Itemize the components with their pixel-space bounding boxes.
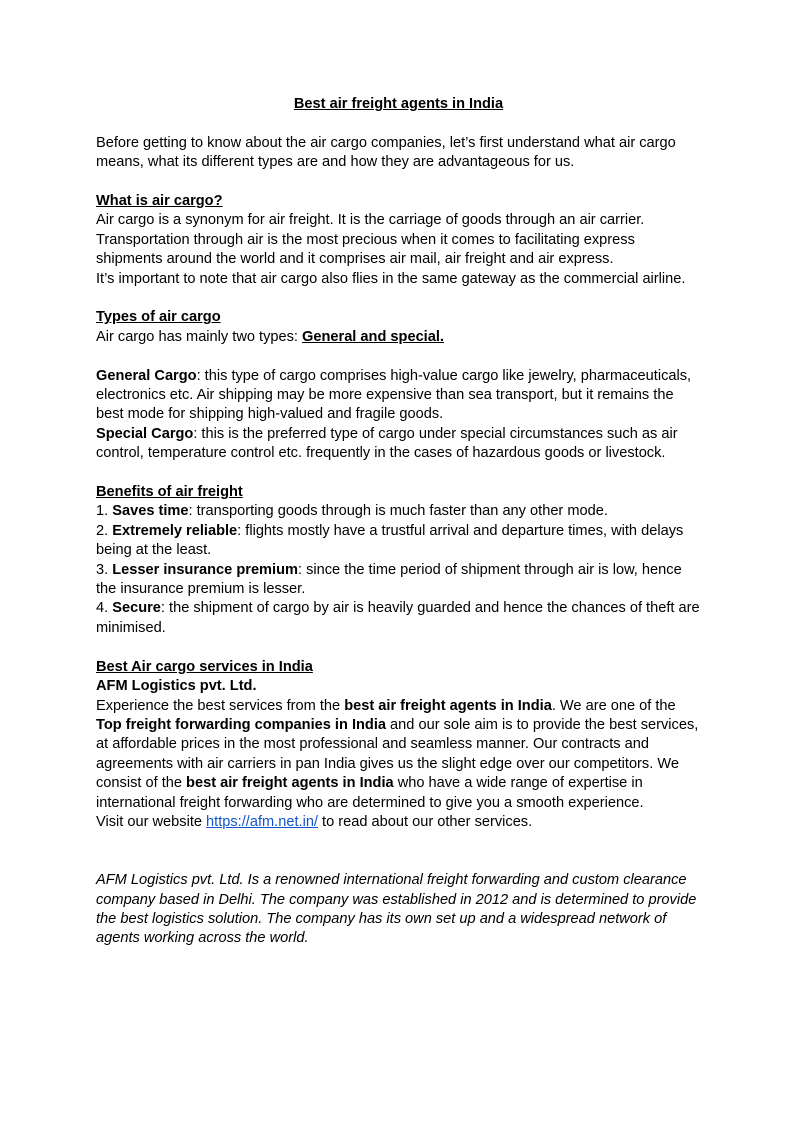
benefit-number: 4. [96, 600, 113, 617]
benefit-label: Extremely reliable [112, 522, 238, 539]
types-heading: Types of air cargo [96, 309, 221, 326]
benefit-text: : flights mostly have a trustful arrival and departure times, with delays being at the least. [96, 522, 684, 559]
benefit-text: : transporting goods through is much faster than any other mode. [188, 503, 608, 520]
services-keyword: Top freight forwarding companies in India [96, 716, 386, 733]
website-link[interactable]: https://afm.net.in/ [206, 813, 318, 830]
document-page [96, 95, 701, 949]
benefit-number: 1. [96, 503, 113, 520]
benefit-item [96, 561, 701, 600]
types-lead [96, 328, 701, 347]
what-is-note: It’s important to note that air cargo also flies in the same gateway as the commercial airline. [96, 270, 686, 287]
services-heading: Best Air cargo services in India [96, 658, 313, 675]
benefit-label: Saves time [112, 503, 189, 520]
company-about-paragraph: AFM Logistics pvt. Ltd. Is a renowned international freight forwarding and custom clearance company based in Delhi. The company was established in 2012 and is determined to provide the best logistics solution. The company has its own set up and a widespread network of agents working across the world. [96, 872, 697, 947]
special-cargo-paragraph [96, 425, 701, 464]
company-name: AFM Logistics pvt. Ltd. [96, 678, 257, 695]
benefit-number: 2. [96, 522, 113, 539]
special-cargo-label: Special Cargo [96, 425, 194, 442]
services-text: . We are one of the [551, 697, 676, 714]
benefit-text: : since the time period of shipment through air is low, hence the insurance premium is lesser. [96, 561, 682, 598]
services-paragraph [96, 697, 701, 813]
benefit-label: Secure [112, 600, 161, 617]
services-keyword: best air freight agents in India [186, 775, 394, 792]
general-cargo-text: : this type of cargo comprises high-value cargo like jewelry, pharmaceuticals, electronics etc. Air shipping may be more expensive than sea transport, but it remains the best mode for shipping high-valued and fragile goods. [96, 367, 692, 423]
benefit-number: 3. [96, 561, 113, 578]
services-text: who have a wide range of expertise in international freight forwarding who are determined to give you a smooth experience. [96, 775, 644, 811]
benefit-item [96, 522, 701, 561]
special-cargo-text: : this is the preferred type of cargo under special circumstances such as air control, temperature control etc. frequently in the cases of hazardous goods or livestock. [96, 425, 678, 462]
services-keyword: best air freight agents in India [344, 697, 552, 714]
page-title: Best air freight agents in India [293, 96, 504, 112]
what-is-heading: What is air cargo? [96, 193, 223, 209]
benefit-text: : the shipment of cargo by air is heavily guarded and hence the chances of theft are minimised. [96, 600, 700, 636]
types-lead-emphasis: General and special. [302, 328, 444, 345]
intro-paragraph: Before getting to know about the air cargo companies, let’s first understand what air cargo means, what its different types are and how they are advantageous for us. [96, 134, 676, 171]
benefit-item [96, 502, 701, 521]
benefit-item [96, 599, 701, 638]
general-cargo-label: General Cargo [96, 367, 197, 384]
visit-text: to read about our other services. [318, 813, 533, 830]
benefit-label: Lesser insurance premium [112, 561, 298, 578]
general-cargo-paragraph [96, 367, 701, 425]
services-text: and our sole aim is to provide the best services, at affordable prices in the most professional and seamless manner. Our contracts and agreements with air carriers in pan India gives us the slight edge over our competitors. We consist of the [96, 716, 699, 792]
services-text: Experience the best services from the [96, 697, 345, 714]
visit-text: Visit our website [96, 813, 207, 830]
what-is-paragraph: Air cargo is a synonym for air freight. It is the carriage of goods through an air carrier. Transportation through air is the most precious when it comes to facilitating express shipments around the world and it comprises air mail, air freight and air express. [96, 212, 645, 268]
types-lead-text: Air cargo has mainly two types: [96, 328, 303, 345]
benefits-heading: Benefits of air freight [96, 484, 243, 501]
visit-website-line [96, 813, 701, 832]
